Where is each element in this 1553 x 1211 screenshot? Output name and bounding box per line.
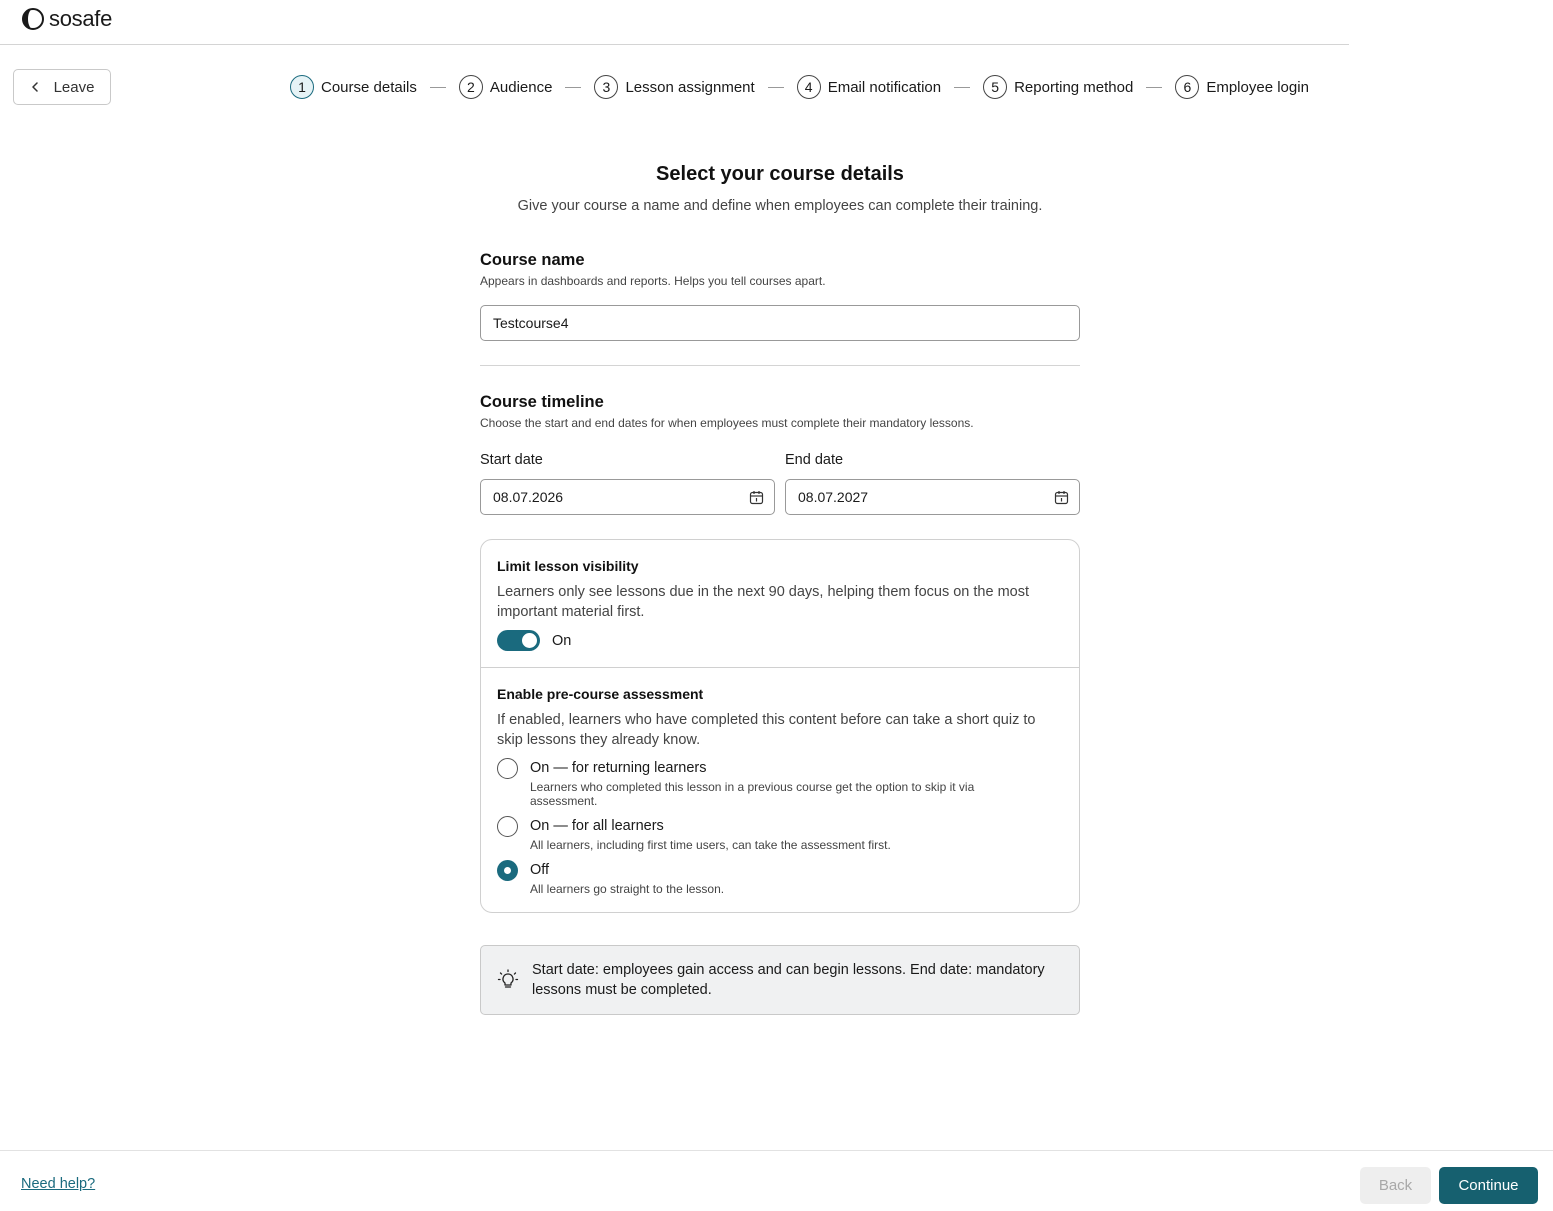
course-timeline-section — [480, 393, 1080, 515]
page-subtitle: Give your course a name and define when employees can complete their training. — [517, 198, 1043, 214]
wizard-stepper — [290, 75, 1309, 99]
calendar-icon[interactable] — [1054, 490, 1069, 505]
course-name-title: Course name — [480, 251, 585, 269]
radio-help-text: Learners who completed this lesson in a previous course get the option to skip it via assessment. — [530, 780, 975, 808]
start-date-value: 08.07.2026 — [493, 489, 564, 505]
hint-text: Start date: employees gain access and can begin lessons. End date: mandatory lessons must be completed. — [532, 962, 1045, 998]
radio-help-text: All learners, including first time users, can take the assessment first. — [530, 838, 891, 852]
assessment-option-returning[interactable] — [497, 758, 1063, 808]
course-name-input[interactable] — [480, 305, 1080, 341]
lightbulb-icon — [497, 969, 519, 991]
end-date-label: End date — [785, 452, 844, 468]
step-lesson-assignment[interactable] — [594, 75, 754, 99]
hint-box — [480, 945, 1080, 1015]
step-employee-login[interactable] — [1175, 75, 1309, 99]
course-details-form — [480, 160, 1080, 1015]
toggle-knob — [522, 633, 537, 648]
step-course-details[interactable] — [290, 75, 417, 99]
step-separator — [430, 87, 446, 88]
course-timeline-description: Choose the start and end dates for when employees must complete their mandatory lessons. — [480, 416, 974, 430]
end-date-group — [785, 452, 1080, 515]
step-separator — [565, 87, 581, 88]
assessment-description: If enabled, learners who have completed this content before can take a short quiz to skip lessons they already know. — [497, 712, 1036, 748]
page-title: Select your course details — [656, 163, 904, 185]
step-label: Lesson assignment — [625, 78, 755, 96]
step-label: Employee login — [1206, 78, 1309, 96]
step-number: 4 — [797, 75, 821, 99]
end-date-field[interactable] — [785, 479, 1080, 515]
assessment-option-off[interactable] — [497, 860, 1063, 896]
step-audience[interactable] — [459, 75, 553, 99]
leave-label: Leave — [53, 78, 95, 96]
visibility-title: Limit lesson visibility — [497, 558, 639, 574]
visibility-toggle-label: On — [552, 632, 572, 649]
step-label: Email notification — [827, 78, 942, 96]
continue-button[interactable]: Continue — [1439, 1167, 1538, 1204]
course-name-description: Appears in dashboards and reports. Helps you tell courses apart. — [480, 274, 826, 288]
start-date-label: Start date — [480, 452, 543, 468]
step-number: 6 — [1175, 75, 1199, 99]
lesson-options-card — [480, 539, 1080, 913]
start-date-field[interactable] — [480, 479, 775, 515]
course-name-section — [480, 251, 1080, 341]
top-bar — [0, 0, 1349, 45]
radio-button[interactable] — [497, 758, 518, 779]
radio-label: On — for all learners — [530, 818, 664, 834]
step-number: 1 — [290, 75, 314, 99]
sosafe-logo-icon — [21, 7, 45, 31]
calendar-icon[interactable] — [749, 490, 764, 505]
radio-button[interactable] — [497, 816, 518, 837]
leave-button[interactable] — [13, 69, 111, 105]
course-timeline-title: Course timeline — [480, 393, 604, 411]
radio-label: Off — [530, 862, 550, 878]
step-number: 3 — [594, 75, 618, 99]
assessment-option-all[interactable] — [497, 816, 1063, 852]
step-reporting-method[interactable] — [983, 75, 1133, 99]
step-label: Course details — [321, 78, 417, 96]
assessment-section — [481, 667, 1079, 912]
step-separator — [1146, 87, 1162, 88]
visibility-toggle[interactable] — [497, 630, 540, 651]
chevron-left-icon — [30, 82, 40, 92]
brand-name: sosafe — [49, 6, 113, 31]
step-separator — [954, 87, 970, 88]
step-label: Reporting method — [1014, 78, 1134, 96]
step-label: Audience — [489, 78, 553, 96]
end-date-value: 08.07.2027 — [798, 489, 869, 505]
brand-logo[interactable] — [21, 6, 112, 32]
step-email-notification[interactable] — [797, 75, 941, 99]
step-separator — [768, 87, 784, 88]
step-number: 5 — [983, 75, 1007, 99]
visibility-toggle-row — [497, 630, 1063, 651]
visibility-section — [481, 540, 1079, 667]
assessment-title: Enable pre-course assessment — [497, 686, 704, 702]
radio-button-selected[interactable] — [497, 860, 518, 881]
start-date-group — [480, 452, 775, 515]
need-help-link[interactable]: Need help? — [21, 1176, 96, 1192]
date-row — [480, 452, 1080, 515]
visibility-description: Learners only see lessons due in the next 90 days, helping them focus on the most important material first. — [497, 584, 1029, 620]
back-button[interactable]: Back — [1360, 1167, 1431, 1204]
radio-help-text: All learners go straight to the lesson. — [530, 882, 725, 896]
radio-label: On — for returning learners — [530, 760, 707, 776]
section-divider — [480, 365, 1080, 366]
step-number: 2 — [459, 75, 483, 99]
footer-bar — [0, 1150, 1553, 1211]
